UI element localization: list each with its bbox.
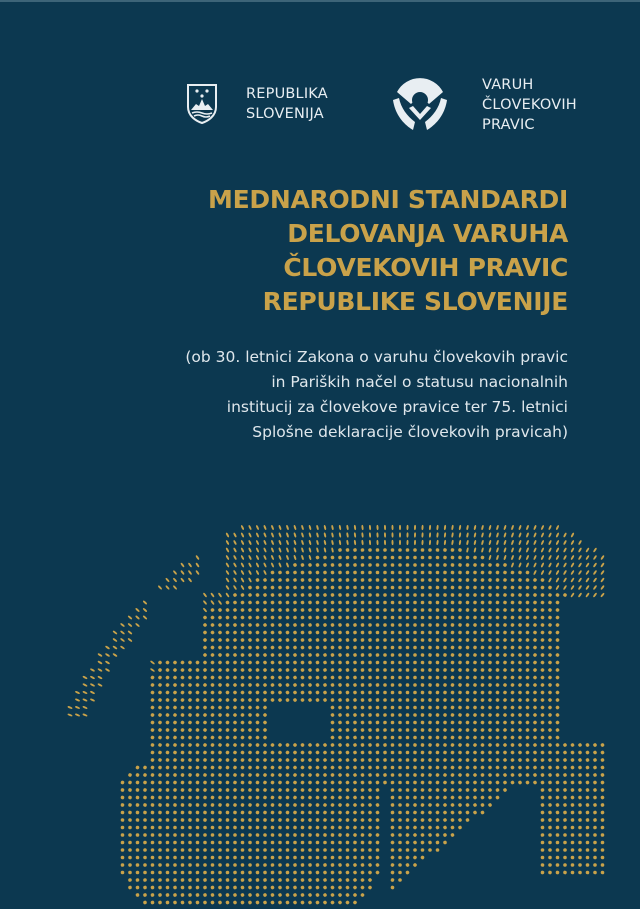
subtitle-line: (ob 30. letnici Zakona o varuhu človekovih pravic <box>185 348 568 366</box>
varuh-logo <box>389 74 577 136</box>
document-subtitle <box>185 345 568 445</box>
subtitle-line: institucij za človekove pravice ter 75. letnici <box>226 398 568 416</box>
republika-slovenija-text <box>246 84 328 124</box>
top-border <box>0 0 640 2</box>
logo-line: PRAVIC <box>482 117 535 133</box>
subtitle-line: Splošne deklaracije človekovih pravicah) <box>252 423 568 441</box>
subtitle-line: in Pariških načel o statusu nacionalnih <box>271 373 568 391</box>
human-rights-ombudsman-icon <box>389 74 451 136</box>
title-line: DELOVANJA VARUHA <box>287 219 568 248</box>
title-line: MEDNARODNI STANDARDI <box>208 185 568 214</box>
title-line: REPUBLIKE SLOVENIJE <box>262 287 568 316</box>
republika-slovenija-logo <box>186 83 328 125</box>
dotted-globe-illustration <box>0 480 640 909</box>
title-line: ČLOVEKOVIH PRAVIC <box>283 253 568 282</box>
document-title <box>208 183 568 319</box>
slovenian-coat-of-arms-icon <box>186 83 218 125</box>
logo-line: SLOVENIJA <box>246 106 324 122</box>
varuh-text <box>482 75 577 135</box>
logo-line: ČLOVEKOVIH <box>482 97 577 113</box>
logo-line: REPUBLIKA <box>246 86 328 102</box>
logo-line: VARUH <box>482 77 534 93</box>
